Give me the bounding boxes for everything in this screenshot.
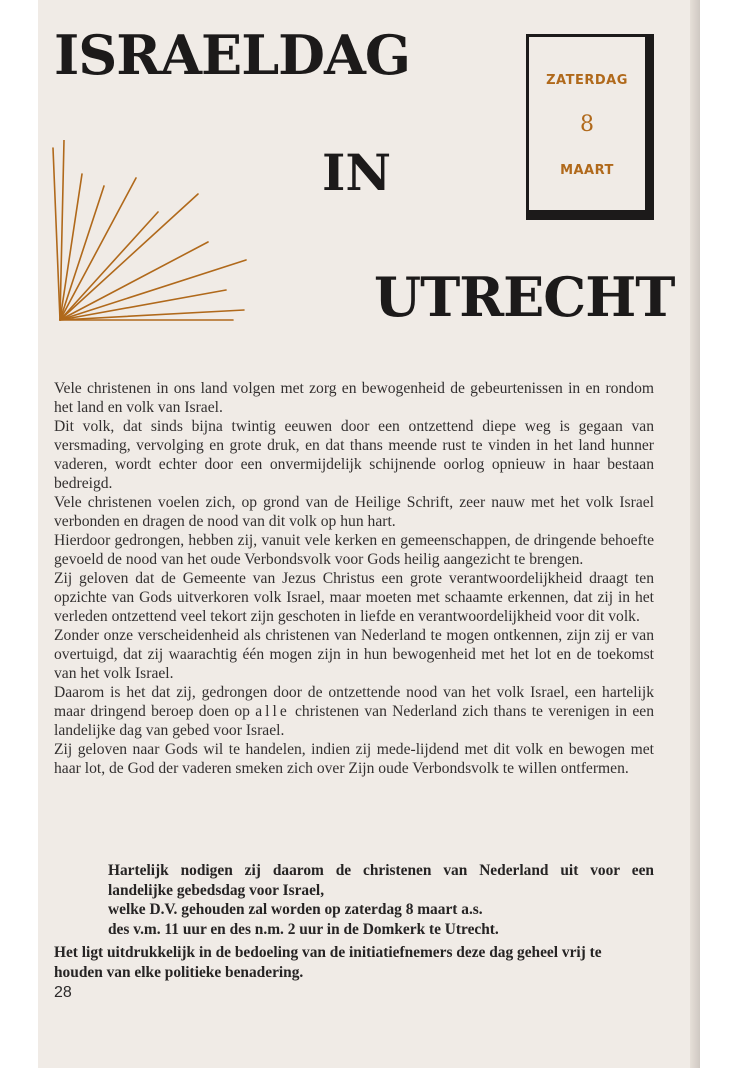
paragraph: [54, 683, 654, 740]
date-box: [526, 34, 654, 220]
invitation-line: des v.m. 11 uur en des n.m. 2 uur in de Domkerk te Utrecht.: [108, 920, 499, 938]
title-israeldag: ISRAELDAG: [54, 23, 411, 87]
paragraph: Zij geloven dat de Gemeente van Jezus Christus een grote verantwoordelijkheid draagt ten opzichte van Gods uitverkoren volk Israel, maar moeten met schaamte erkennen, dat zij in het verleden ontzettend veel tekort zijn geschoten in liefde en verantwoordelijkheid voor dit volk.: [54, 570, 654, 625]
closing-text: Het ligt uitdrukkelijk in de bedoeling van de initiatiefnemers deze dag geheel vrij te houden van elke politieke benadering.: [54, 944, 602, 981]
paragraph: Vele christenen voelen zich, op grond van de Heilige Schrift, zeer nauw met het volk Israel verbonden en dragen de nood van dit volk op hun hart.: [54, 494, 654, 530]
paragraph: Hierdoor gedrongen, hebben zij, vanuit vele kerken en gemeenschappen, de dringende behoefte gevoeld de nood van het oude Verbondsvolk voor Gods heilig aangezicht te brengen.: [54, 532, 654, 568]
title-in: IN: [322, 143, 392, 202]
paragraph: Dit volk, dat sinds bijna twintig eeuwen door een ontzettend diepe weg is gegaan van versmading, vervolging en grote druk, en dat thans meende rust te vinden in het land hunner vaderen, wordt echter door een onvermijdelijk schijnende oorlog opnieuw in haar bestaan bedreigd.: [54, 418, 654, 492]
invitation-line: Hartelijk nodigen zij daarom de christenen van Nederland uit voor een: [108, 862, 654, 879]
date-month: MAART: [560, 163, 614, 178]
paragraph: Zij geloven naar Gods wil te handelen, indien zij mede-lijdend met dit volk en bewogen met haar lot, de God der vaderen smeken zich over Zijn oude Verbondsvolk te willen ontfermen.: [54, 741, 654, 777]
closing-statement: [54, 943, 654, 982]
sunburst-icon: [48, 140, 278, 325]
paragraph-text: Daarom is het dat zij, gedrongen door de ontzettende nood van het volk Israel, een hartelijk maar dringend beroep doen op: [54, 684, 654, 720]
document-page: [38, 0, 700, 1068]
body-text: [54, 379, 654, 778]
date-number: 8: [580, 112, 594, 137]
invitation-line: landelijke gebedsdag voor Israel,: [108, 881, 325, 899]
invitation-block: [108, 861, 654, 939]
page-number: 28: [54, 984, 72, 1001]
title-utrecht: UTRECHT: [374, 265, 675, 329]
page-edge: [690, 0, 700, 1068]
date-day: ZATERDAG: [546, 73, 628, 88]
invitation-line: welke D.V. gehouden zal worden op zaterdag 8 maart a.s.: [108, 901, 483, 918]
paragraph: Vele christenen in ons land volgen met zorg en bewogenheid de gebeurtenissen in en rondom het land en volk van Israel.: [54, 380, 654, 416]
paragraph-text: christenen van Nederland zich thans te verenigen in een landelijke dag van gebed voor Israel.: [54, 703, 655, 739]
emphasis-text: alle: [255, 703, 290, 720]
paragraph: Zonder onze verscheidenheid als christenen van Nederland te mogen ontkennen, zijn zij er van overtuigd, dat zij waarachtig één mogen zijn in hun bewogenheid met het lot en de toekomst van het volk Israel.: [54, 627, 654, 682]
